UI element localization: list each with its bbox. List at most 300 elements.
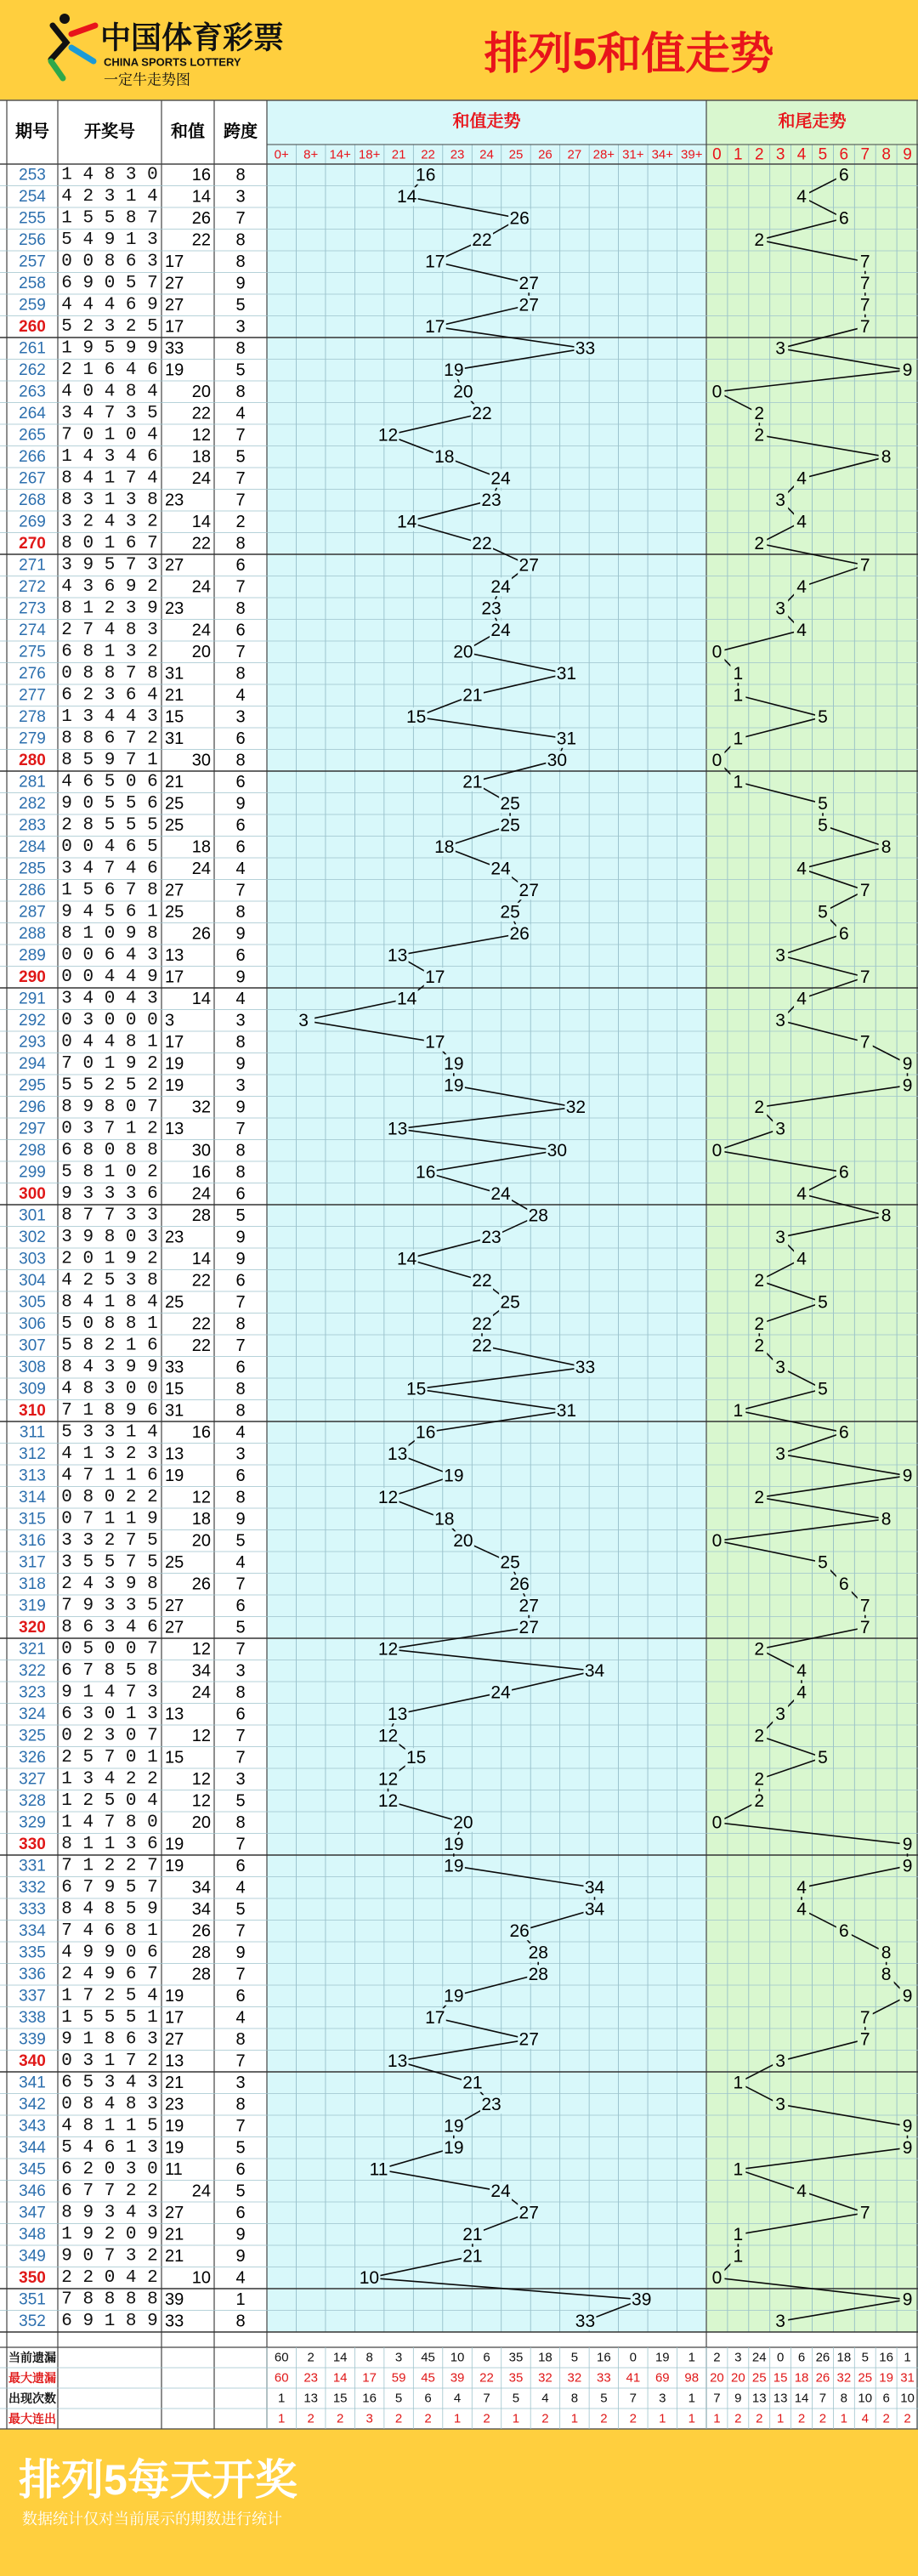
span-value-cell: 7 [235,1575,246,1594]
tail-marker: 4 [796,859,807,879]
sum-bin-label: 24 [479,147,494,162]
period-cell: 256 [19,230,46,249]
tail-marker: 4 [796,620,807,640]
sum-value-cell: 12 [191,1639,211,1659]
sum-marker: 17 [425,967,445,987]
draw-number-cell: 8 9 8 0 7 [61,1097,158,1117]
stats-sum-value: 3 [659,2391,666,2406]
span-value-cell: 3 [235,1444,246,1464]
span-value-cell: 9 [235,794,246,814]
sum-value-cell: 17 [165,967,184,987]
draw-number-cell: 6 7 7 2 2 [61,2181,158,2201]
sum-marker: 28 [528,1943,548,1963]
span-value-cell: 4 [235,404,246,423]
sum-marker: 25 [500,1552,520,1573]
draw-number-cell: 1 7 2 5 4 [61,1986,158,2006]
sum-marker: 19 [444,360,464,380]
draw-number-cell: 4 2 5 3 8 [61,1270,158,1291]
stats-sum-value: 16 [362,2391,377,2406]
sum-value-cell: 27 [165,2203,184,2222]
sum-marker: 15 [405,1747,427,1767]
period-cell: 321 [19,1640,46,1659]
sum-marker: 26 [509,1574,530,1594]
span-value-cell: 5 [235,2138,246,2158]
sum-marker: 26 [509,1921,530,1941]
stats-sum-value: 5 [600,2391,608,2406]
tail-bin-label: 7 [860,145,870,164]
stats-sum-value: 98 [684,2370,700,2386]
sum-marker: 14 [396,186,417,207]
span-value-cell: 3 [235,1661,246,1681]
stats-sum-value: 35 [508,2350,524,2365]
period-cell: 336 [19,1965,46,1983]
span-value-cell: 8 [235,1488,246,1507]
draw-number-cell: 6 8 0 8 8 [61,1140,158,1160]
stats-sum-value: 5 [570,2350,579,2365]
stats-tail-value: 13 [751,2391,767,2406]
span-value-cell: 5 [235,295,246,315]
period-cell: 320 [19,1618,46,1637]
sum-value-cell: 28 [191,1943,211,1962]
sum-marker: 23 [481,1227,502,1247]
period-cell: 273 [19,599,46,618]
period-cell: 347 [19,2204,46,2222]
period-cell: 314 [19,1488,46,1506]
draw-number-cell: 7 8 8 8 8 [61,2289,158,2310]
sum-value-cell: 20 [191,1813,211,1832]
column-header-number: 开奖号 [84,122,135,141]
tail-marker: 8 [881,1943,892,1963]
span-value-cell: 7 [235,1748,246,1767]
sum-bin-label: 21 [391,147,406,162]
stats-sum-value: 14 [332,2350,348,2365]
period-cell: 308 [19,1358,46,1376]
tail-marker: 7 [859,1596,870,1616]
draw-number-cell: 0 7 1 1 9 [61,1509,158,1529]
span-value-cell: 5 [235,447,246,467]
sum-value-cell: 19 [165,1856,184,1875]
stats-tail-value: 14 [794,2391,809,2406]
sum-marker: 14 [396,1249,417,1269]
draw-number-cell: 4 0 4 8 4 [61,382,158,402]
draw-number-cell: 4 3 6 9 2 [61,576,158,597]
sum-value-cell: 21 [165,685,184,705]
span-value-cell: 7 [235,1921,246,1941]
stats-tail-value: 8 [840,2391,848,2406]
draw-number-cell: 4 8 1 1 5 [61,2116,158,2136]
sum-marker: 18 [434,446,455,467]
stats-tail-value: 10 [858,2391,873,2406]
sum-marker: 22 [472,1270,492,1291]
stats-sum-value: 4 [541,2391,549,2406]
span-value-cell: 5 [235,1206,246,1225]
tail-bin-label: 2 [754,145,764,164]
period-cell: 323 [19,1683,46,1702]
footer-subtitle: 数据统计仅对当前展示的期数进行统计 [22,2511,282,2528]
sum-marker: 3 [298,1010,309,1030]
sum-value-cell: 12 [191,425,211,445]
period-cell: 322 [19,1661,46,1680]
sum-value-cell: 28 [191,1965,211,1984]
span-value-cell: 9 [235,2225,246,2244]
draw-number-cell: 7 0 1 0 4 [61,425,158,445]
sum-marker: 19 [444,2116,464,2136]
draw-number-cell: 6 7 8 5 8 [61,1660,158,1681]
period-cell: 264 [19,404,46,423]
sum-value-cell: 34 [191,1878,211,1898]
tail-marker: 2 [754,1487,765,1507]
span-value-cell: 7 [235,1726,246,1745]
tail-marker: 2 [754,533,765,553]
period-cell: 290 [19,967,46,986]
sum-marker: 22 [472,1336,492,1356]
stats-label: 最大遗漏 [8,2371,56,2385]
stats-sum-value: 32 [567,2370,582,2386]
tail-marker: 2 [754,1726,765,1746]
span-value-cell: 8 [235,534,246,553]
draw-number-cell: 8 1 2 3 9 [61,599,158,619]
tail-marker: 4 [796,1899,807,1920]
sum-value-cell: 14 [191,512,211,531]
stats-sum-value: 6 [483,2350,490,2365]
sum-value-cell: 27 [165,1618,184,1637]
sum-value-cell: 23 [165,491,184,510]
sum-marker: 27 [518,880,539,900]
period-cell: 268 [19,491,46,509]
stats-sum-value: 8 [570,2391,579,2406]
period-cell: 340 [19,2051,46,2070]
span-value-cell: 8 [235,2095,246,2114]
stats-tail-value: 25 [751,2370,767,2386]
sum-value-cell: 15 [165,1748,184,1767]
tail-marker: 7 [859,1617,870,1637]
sum-value-cell: 18 [191,837,211,857]
stats-sum-value: 4 [453,2391,462,2406]
sum-value-cell: 19 [165,1986,184,2006]
tail-marker: 4 [796,989,807,1009]
tail-marker: 4 [796,1660,807,1681]
draw-number-cell: 8 1 1 3 6 [61,1834,158,1854]
logo-slogan: 一定牛走势图 [104,71,190,88]
period-cell: 348 [19,2225,46,2244]
draw-number-cell: 3 4 7 4 6 [61,859,158,879]
draw-number-cell: 6 5 3 4 3 [61,2073,158,2093]
span-value-cell: 6 [235,729,246,748]
draw-number-cell: 2 5 7 0 1 [61,1747,158,1767]
stats-sum-value: 33 [597,2370,611,2386]
stats-sum-value: 2 [336,2411,344,2426]
sum-value-cell: 19 [165,1075,184,1095]
period-cell: 257 [19,252,46,271]
period-cell: 304 [19,1271,46,1290]
stats-tail-value: 10 [900,2391,915,2406]
draw-number-cell: 0 2 3 0 7 [61,1726,158,1746]
draw-number-cell: 3 9 5 7 3 [61,555,158,576]
tail-marker: 2 [754,1769,765,1790]
tail-bin-label: 3 [775,145,785,164]
sum-marker: 11 [369,2159,388,2180]
sum-marker: 12 [377,425,399,445]
stats-sum-value: 6 [424,2391,432,2406]
period-cell: 263 [19,383,46,401]
tail-marker: 4 [796,1249,807,1269]
period-cell: 262 [19,360,46,379]
stats-sum-value: 7 [483,2391,490,2406]
span-value-cell: 9 [235,2246,246,2266]
period-cell: 309 [19,1380,46,1399]
tail-marker: 7 [859,2007,870,2028]
sum-marker: 21 [462,685,483,706]
sum-value-cell: 21 [165,2246,184,2266]
tail-marker: 1 [733,685,744,706]
span-value-cell: 7 [235,491,246,510]
stats-tail-value: 7 [819,2391,827,2406]
stats-sum-value: 1 [688,2411,695,2426]
stats-sum-value: 41 [626,2370,641,2386]
span-value-cell: 4 [235,2008,246,2028]
span-value-cell: 7 [235,468,246,488]
draw-number-cell: 8 4 1 8 4 [61,1292,158,1313]
draw-number-cell: 4 7 1 1 6 [61,1466,158,1486]
tail-marker: 5 [818,1292,828,1313]
sum-marker: 19 [444,2137,464,2158]
period-cell: 291 [19,990,46,1008]
sum-value-cell: 31 [165,664,184,684]
span-value-cell: 6 [235,772,246,792]
sum-value-cell: 27 [165,555,184,575]
stats-sum-value: 2 [307,2350,314,2365]
draw-number-cell: 6 9 1 8 9 [61,2311,158,2331]
period-cell: 305 [19,1293,46,1312]
sum-value-cell: 32 [191,1098,211,1117]
stats-sum-value: 1 [512,2411,520,2426]
sum-marker: 24 [490,576,511,597]
span-value-cell: 8 [235,1141,246,1160]
sum-marker: 10 [359,2267,380,2288]
sum-marker: 34 [584,1899,605,1920]
sum-marker: 19 [444,1075,464,1096]
sum-marker: 33 [575,1357,596,1377]
sum-value-cell: 13 [165,1444,184,1464]
sum-value-cell: 20 [191,642,211,661]
draw-number-cell: 3 5 5 7 5 [61,1552,158,1573]
period-cell: 335 [19,1943,46,1962]
draw-number-cell: 8 5 9 7 1 [61,750,158,770]
draw-number-cell: 8 9 3 4 3 [61,2203,158,2223]
sum-value-cell: 39 [165,2289,184,2309]
span-value-cell: 3 [235,1075,246,1095]
sum-value-cell: 22 [191,534,211,553]
span-value-cell: 3 [235,1769,246,1789]
stats-tail-value: 2 [882,2411,890,2426]
period-cell: 259 [19,296,46,315]
draw-number-cell: 0 0 4 6 5 [61,837,158,857]
draw-number-cell: 4 2 3 1 4 [61,186,158,207]
sum-marker: 34 [584,1660,605,1681]
tail-marker: 0 [711,642,722,662]
span-value-cell: 5 [235,1899,246,1919]
tail-marker: 7 [859,2203,870,2223]
span-value-cell: 8 [235,1813,246,1832]
tail-marker: 7 [859,2029,870,2050]
draw-number-cell: 0 0 8 6 3 [61,252,158,272]
span-value-cell: 5 [235,1618,246,1637]
logo-chinese-name: 中国体育彩票 [100,20,285,55]
period-cell: 260 [19,317,46,336]
sum-value-cell: 24 [191,1184,211,1204]
period-cell: 337 [19,1987,46,2006]
sum-bin-label: 8+ [303,147,319,162]
span-value-cell: 6 [235,2203,246,2222]
tail-marker: 7 [859,967,870,987]
sum-marker: 25 [500,1292,520,1313]
tail-bin-label: 4 [796,145,807,164]
sum-marker: 21 [462,2073,483,2093]
period-cell: 338 [19,2008,46,2027]
sum-marker: 13 [387,945,408,966]
sum-value-cell: 27 [165,2029,184,2049]
stats-tail-value: 5 [861,2350,869,2365]
span-value-cell: 6 [235,1271,246,1291]
span-value-cell: 8 [235,2312,246,2331]
span-value-cell: 9 [235,1943,246,1962]
stats-tail-value: 1 [840,2411,848,2426]
sum-value-cell: 20 [191,1531,211,1551]
tail-marker: 3 [775,1444,785,1464]
sum-marker: 24 [490,2181,511,2201]
tail-marker: 1 [733,2159,744,2180]
tail-marker: 6 [839,165,849,185]
period-cell: 342 [19,2095,46,2114]
sum-marker: 12 [377,1790,399,1811]
tail-marker: 0 [711,382,722,402]
sum-value-cell: 31 [165,729,184,748]
period-cell: 276 [19,664,46,683]
column-header-sum: 和值 [171,122,205,141]
draw-number-cell: 2 0 1 9 2 [61,1249,158,1269]
sum-value-cell: 25 [165,1552,184,1572]
period-cell: 310 [19,1401,46,1420]
stats-tail-value: 20 [731,2370,745,2386]
tail-bin-label: 9 [903,145,912,164]
stats-tail-value: 2 [904,2411,911,2426]
period-cell: 278 [19,707,46,726]
tail-bin-label: 6 [839,145,849,164]
sum-value-cell: 13 [165,1705,184,1724]
stats-sum-value: 1 [278,2391,286,2406]
draw-number-cell: 8 0 1 6 7 [61,533,158,553]
stats-sum-value: 2 [483,2411,490,2426]
sum-marker: 27 [518,2029,539,2050]
span-value-cell: 7 [235,2116,246,2136]
period-cell: 349 [19,2247,46,2266]
tail-marker: 9 [902,1856,913,1876]
period-cell: 307 [19,1336,46,1355]
stats-sum-value: 3 [394,2350,403,2365]
stats-sum-value: 45 [421,2370,435,2386]
period-cell: 287 [19,903,46,922]
stats-sum-value: 1 [278,2411,286,2426]
span-value-cell: 4 [235,2268,246,2288]
draw-number-cell: 8 4 1 7 4 [61,468,158,489]
stats-sum-value: 5 [512,2391,520,2406]
sum-value-cell: 26 [191,924,211,944]
sum-value-cell: 33 [165,1358,184,1377]
draw-number-cell: 4 8 3 0 0 [61,1379,158,1399]
draw-number-cell: 9 1 8 6 3 [61,2029,158,2050]
stats-tail-value: 16 [879,2350,893,2365]
tail-marker: 4 [796,512,807,532]
tail-marker: 3 [775,490,785,510]
stats-sum-value: 1 [453,2411,462,2426]
stats-tail-value: 9 [734,2391,742,2406]
tail-marker: 7 [859,555,870,576]
period-cell: 328 [19,1791,46,1810]
period-cell: 289 [19,946,46,965]
sum-value-cell: 33 [165,2312,184,2331]
span-value-cell: 7 [235,1292,246,1312]
draw-number-cell: 7 1 8 9 6 [61,1400,158,1421]
sum-marker: 28 [528,1964,548,1984]
period-cell: 269 [19,513,46,531]
sum-value-cell: 22 [191,1314,211,1334]
period-cell: 297 [19,1120,46,1138]
span-value-cell: 6 [235,815,246,835]
draw-number-cell: 9 4 5 6 1 [61,902,158,922]
period-cell: 296 [19,1098,46,1116]
tail-marker: 0 [711,2267,722,2288]
page-footer [19,2456,298,2528]
draw-number-cell: 3 9 8 0 3 [61,1227,158,1247]
stats-sum-value: 2 [541,2411,549,2426]
period-cell: 351 [19,2290,46,2309]
period-cell: 301 [19,1206,46,1225]
sum-value-cell: 33 [165,338,184,358]
period-cell: 254 [19,187,46,206]
stats-tail-value: 2 [734,2411,742,2426]
sum-value-cell: 11 [165,2159,183,2179]
sum-marker: 19 [444,1053,464,1074]
sum-marker: 16 [416,1162,436,1183]
tail-marker: 3 [775,338,785,359]
stats-tail-value: 6 [797,2350,806,2365]
sum-bin-label: 27 [567,147,582,162]
sum-marker: 13 [387,1704,408,1724]
draw-number-cell: 8 6 3 4 6 [61,1617,158,1637]
stats-sum-value: 69 [654,2370,670,2386]
stats-tail-value: 1 [776,2411,785,2426]
draw-number-cell: 1 9 2 0 9 [61,2224,158,2244]
sum-marker: 21 [462,2224,483,2244]
stats-sum-value: 8 [366,2350,373,2365]
sum-marker: 28 [528,1206,548,1226]
stats-label: 最大连出 [8,2412,56,2426]
sum-value-cell: 17 [165,317,184,337]
sum-value-cell: 28 [191,1206,211,1225]
stats-sum-value: 59 [391,2370,406,2386]
period-cell: 266 [19,447,46,466]
stats-tail-value: 31 [900,2370,915,2386]
span-value-cell: 8 [235,1032,246,1052]
tail-bin-label: 8 [881,145,891,164]
stats-sum-value: 18 [538,2350,552,2365]
span-value-cell: 7 [235,881,246,900]
draw-number-cell: 0 5 0 0 7 [61,1639,158,1660]
stats-sum-value: 17 [362,2370,377,2386]
sum-bin-label: 31+ [622,147,644,162]
sum-marker: 39 [632,2289,652,2310]
period-cell: 339 [19,2030,46,2049]
